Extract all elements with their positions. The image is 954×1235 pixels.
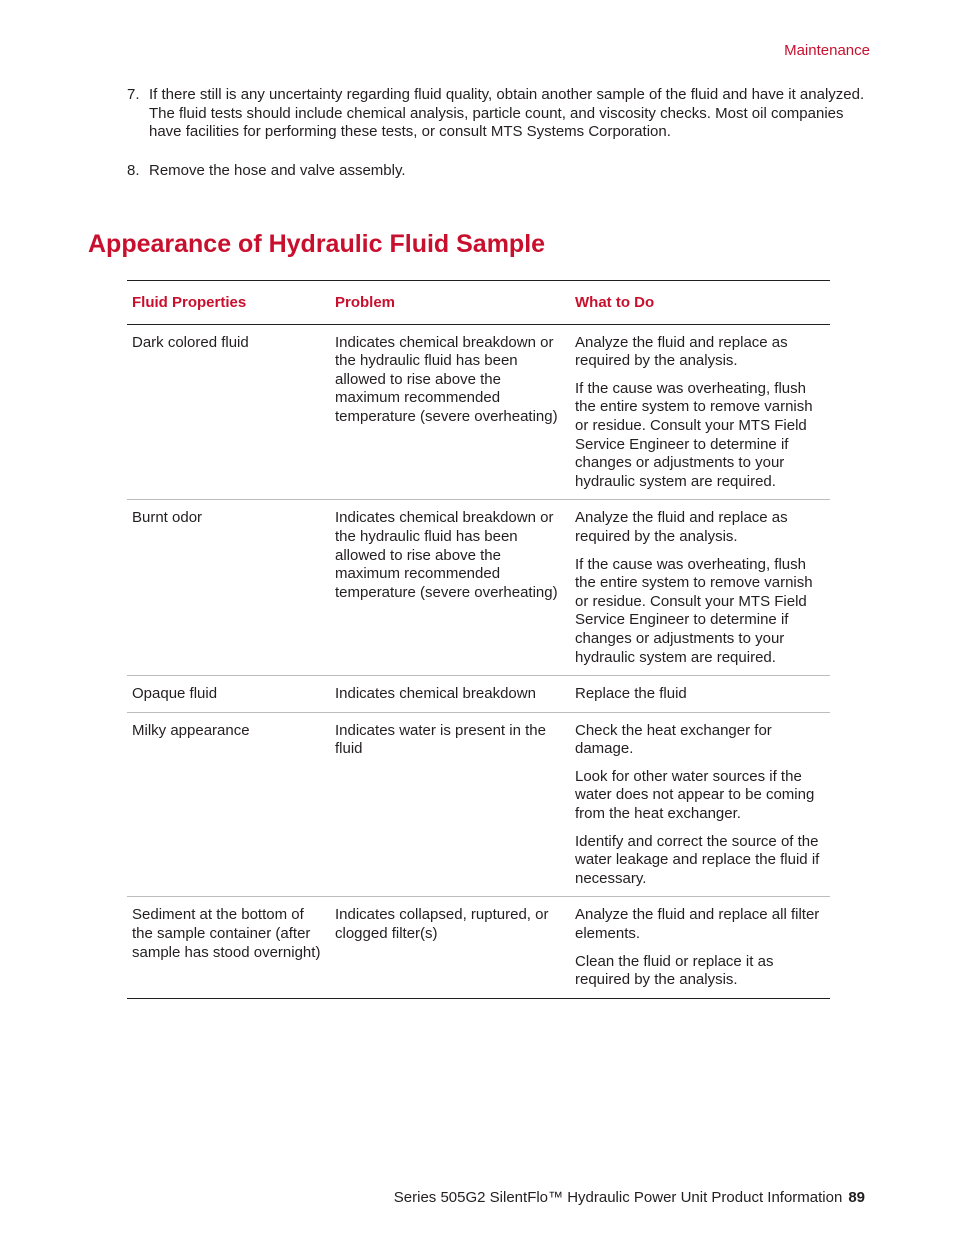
action-cell <box>570 676 830 713</box>
problem-cell: Indicates chemical breakdown or the hydraulic fluid has been allowed to rise above the maximum recommended temperature (severe overheating) <box>335 333 558 425</box>
action-cell <box>570 500 830 676</box>
action-text: Identify and correct the source of the water leakage and replace the fluid if necessary. <box>575 832 820 887</box>
step-text: If there still is any uncertainty regarding fluid quality, obtain another sample of the fluid and have it analyzed. The fluid tests should include chemical analysis, particle count, and viscosity checks. Most oil companies have facilities for performing these tests, or consult MTS Systems Corporation. <box>149 86 865 141</box>
problem-cell: Indicates chemical breakdown <box>330 676 570 713</box>
action-text: Look for other water sources if the water does not appear to be coming from the heat exchanger. <box>575 767 815 823</box>
table-row <box>127 500 830 676</box>
column-header-fluid-properties: Fluid Properties <box>127 281 330 325</box>
problem-cell: Indicates water is present in the fluid <box>330 712 570 897</box>
fluid-property-cell: Dark colored fluid <box>132 333 249 351</box>
action-cell <box>570 712 830 897</box>
action-text: Analyze the fluid and replace as required by the analysis. <box>575 509 788 545</box>
step-number: 8. <box>127 161 140 179</box>
action-cell <box>570 324 830 500</box>
action-text: Analyze the fluid and replace all filter elements. <box>575 906 820 943</box>
fluid-property-cell: Milky appearance <box>127 712 330 897</box>
action-cell <box>570 897 830 998</box>
step-number: 7. <box>127 86 140 103</box>
step-item <box>127 86 872 142</box>
action-text: Clean the fluid or replace it as required by the analysis. <box>575 952 774 989</box>
fluid-sample-table <box>127 280 830 999</box>
problem-cell: Indicates chemical breakdown or the hydraulic fluid has been allowed to rise above the maximum recommended temperature (severe overheating) <box>330 500 570 676</box>
column-header-what-to-do: What to Do <box>570 281 830 325</box>
action-text: Replace the fluid <box>575 685 687 703</box>
fluid-property-cell: Sediment at the bottom of the sample container (after sample has stood overnight) <box>127 897 330 998</box>
step-text: Remove the hose and valve assembly. <box>149 161 406 179</box>
section-title: Appearance of Hydraulic Fluid Sample <box>88 230 546 258</box>
page-footer <box>394 1189 865 1208</box>
table-row <box>127 324 830 500</box>
page-number: 89 <box>848 1189 865 1206</box>
action-text: If the cause was overheating, flush the entire system to remove varnish or residue. Consult your MTS Field Service Engineer to determine if changes or adjustments to your hydraulic system are required. <box>575 555 813 666</box>
table-row <box>127 712 830 897</box>
running-header: Maintenance <box>784 42 870 59</box>
action-text: Check the heat exchanger for damage. <box>575 721 772 758</box>
fluid-property-cell: Burnt odor <box>127 500 330 676</box>
table-row <box>127 676 830 713</box>
step-item <box>127 162 872 181</box>
problem-cell: Indicates collapsed, ruptured, or clogged filter(s) <box>330 897 570 998</box>
procedure-steps <box>127 86 872 200</box>
column-header-problem: Problem <box>330 281 570 325</box>
table-row <box>127 897 830 998</box>
action-text: Analyze the fluid and replace as required by the analysis. <box>575 333 788 370</box>
document-title: Series 505G2 SilentFlo™ Hydraulic Power Unit Product Information <box>393 1189 843 1206</box>
action-text: If the cause was overheating, flush the entire system to remove varnish or residue. Consult your MTS Field Service Engineer to determine if changes or adjustments to your hydraulic system are required. <box>575 379 813 490</box>
table-header-row <box>127 281 830 325</box>
fluid-property-cell: Opaque fluid <box>127 676 330 713</box>
